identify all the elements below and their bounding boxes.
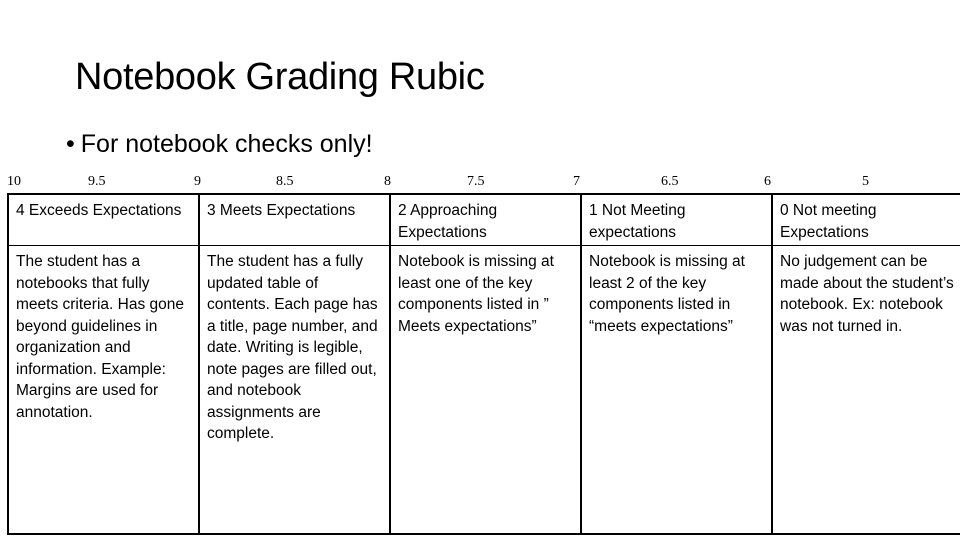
score-label: 7.5: [467, 174, 485, 189]
score-label: 6.5: [661, 174, 679, 189]
score-label: 10: [7, 174, 21, 189]
score-label: 5: [862, 174, 869, 189]
rubric-header-row: [8, 194, 960, 246]
header-cell-meets: 3 Meets Expectations: [199, 194, 390, 246]
score-label: 9: [194, 174, 201, 189]
score-label: 6: [764, 174, 771, 189]
score-label: 7: [573, 174, 580, 189]
description-cell-meets: The student has a fully updated table of contents. Each page has a title, page number, and date. Writing is legible, note pages are filled out, and notebook assignments are complete.: [199, 246, 390, 535]
score-label: 8.5: [276, 174, 294, 189]
page-title: Notebook Grading Rubic: [75, 56, 485, 98]
bullet-text: For notebook checks only!: [80, 130, 373, 158]
rubric-description-row: [8, 246, 960, 535]
score-label: 8: [384, 174, 391, 189]
description-cell-exceeds: The student has a notebooks that fully meets criteria. Has gone beyond guidelines in organization and information. Example: Margins are used for annotation.: [8, 246, 199, 535]
header-cell-not-meeting: 1 Not Meeting expectations: [581, 194, 772, 246]
header-cell-exceeds: 4 Exceeds Expectations: [8, 194, 199, 246]
bullet-icon: •: [66, 130, 75, 158]
rubric-table: [7, 193, 960, 535]
description-cell-not-meeting: Notebook is missing at least 2 of the key components listed in “meets expectations”: [581, 246, 772, 535]
score-label: 9.5: [88, 174, 106, 189]
description-cell-approaching: Notebook is missing at least one of the key components listed in ” Meets expectations”: [390, 246, 581, 535]
header-cell-not-meeting-zero: 0 Not meeting Expectations: [772, 194, 960, 246]
bullet-point: [66, 130, 373, 159]
header-cell-approaching: 2 Approaching Expectations: [390, 194, 581, 246]
description-cell-not-meeting-zero: No judgement can be made about the student’s notebook. Ex: notebook was not turned in.: [772, 246, 960, 535]
